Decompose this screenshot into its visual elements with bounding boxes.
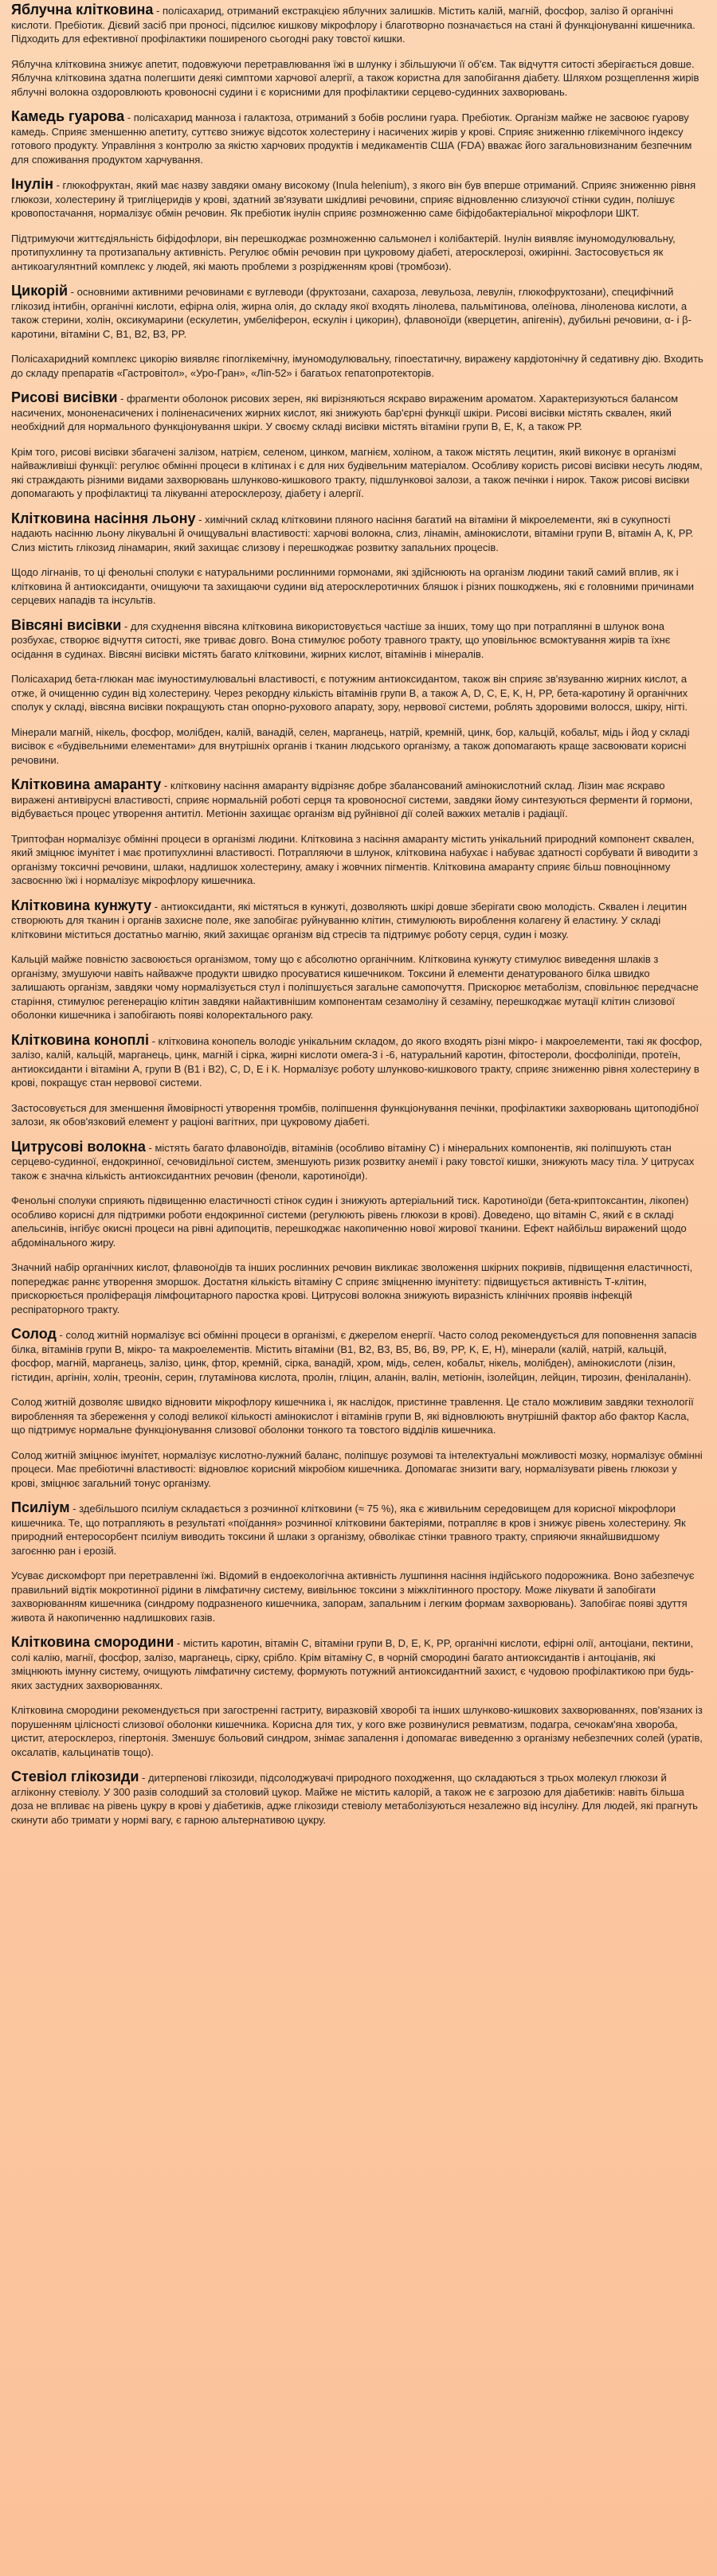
entry-paragraph: Значний набір органічних кислот, флавоноїдів та інших рослинних речовин викликає зволоження шкірних покривів, підвищення еластичності, попереджає раннє утворення зморшок. Достатня кількість вітаміну С сприяє зміцненню імунітету: підвищується активність Т-клітин, прискорюється проліферація лімфоцитарного паростка крові. Цитрусові волокна знижують виразність клінічних проявів інфекцій респіраторного тракту. [11, 1261, 693, 1315]
entry-intro-paragraph [11, 1501, 706, 1558]
entry-intro-paragraph [11, 616, 706, 662]
fiber-entry [11, 512, 706, 608]
fiber-entry [11, 616, 706, 768]
entry-title: Яблучна клітковина [11, 2, 154, 18]
fiber-entry [11, 110, 706, 166]
entry-intro-paragraph [11, 778, 706, 821]
entry-paragraph: Застосовується для зменшення ймовірності утворення тромбів, поліпшення функціонування печінки, профілактики захворювань щитоподібної залози, як обов'язковий елемент у раціоні вагітних, при цукровому діабеті. [11, 1101, 699, 1128]
entry-intro-text: - полісахарид, отриманий екстракцією яблучних залишків. Містить калій, магній, фосфор, залізо й органічні кислоти. Пребіотик. Дієвий засіб при проносі, підсилює кишкову мікрофлору і благотворно позначається на стані й функціонуванні кишечника. Підходить для ефективної профілактики поширеного сьогодні раку товстої кишки. [11, 5, 695, 45]
entry-intro-paragraph [11, 1636, 706, 1692]
entry-intro-text: - містять багато флавоноїдів, вітамінів (особливо вітаміну С) і мінеральних компонентів, які поліпшують стан серцево-судинної, ендокринної, сечовидільної систем, зменшують ризик розвитку анемії і раку товстої кишки, знижують масу тіла. У цитрусах також є значна кількість антиоксидантних речовин (феноли, каротиноїди). [11, 1141, 695, 1182]
entry-title: Солод [11, 1326, 57, 1342]
fiber-entry [11, 1636, 706, 1759]
entry-intro-text: - полісахарид манноза і галактоза, отриманий з бобів рослини гуара. Пребіотик. Організм майже не засвоює гуарову камедь. Сприяє зменшенню апетиту, суттєво знижує відсоток холестерину і насичених жирів у крові. Сприяє зниженню глікемічного індексу готового продукту. Управління з контролю за якістю харчових продуктів і медикаментів США (FDA) вважає його загальновизнаним безпечним для споживання продуктом харчування. [11, 111, 692, 166]
entry-intro-paragraph [11, 1327, 706, 1384]
fiber-entry [11, 3, 706, 99]
entry-intro-paragraph [11, 512, 706, 555]
entry-intro-paragraph [11, 110, 706, 166]
entry-paragraph: Мінерали магній, нікель, фосфор, молібден, калій, ванадій, селен, марганець, натрій, кремній, цинк, бор, кальцій, кобальт, мідь і йод у складі висівок є «будівельними елементами» для внутрішніх органів і тканин людського організму, а також допомагають краще засвоювати корисні речовини. [11, 725, 690, 766]
entry-title: Клітковина смородини [11, 1634, 174, 1650]
entry-intro-paragraph [11, 899, 706, 942]
entry-title: Вівсяні висівки [11, 616, 122, 633]
entry-intro-text: - глюкофруктан, який має назву завдяки оману високому (Inula helenium), з якого він був вперше отриманий. Сприяє зниженню рівня глюкози, холестерину й тригліцеридів у крові, здатний зв'язувати шкідливі речовини, сприяє відновленню слизуючої стінки судин, полішує кровопостачання, нормалізує обмін речовин. Як пребіотик інулін сприяє розмноженню саме біфідобактеріальної мікрофлори ШКТ. [11, 179, 696, 219]
fiber-entry [11, 1140, 706, 1317]
entry-intro-text: - фрагменти оболонок рисових зерен, які вирізняються яскраво вираженим ароматом. Характеризуються балансом насичених, мононенасичених і поліненасичених жирних кислот, які знижують бар'єрні функції шкіри. Рисові висівки містять сквален, який необхідний для нормального функціонування шкіри. У своєму складі висівки містять вітаміни групи В, Е, К, а також РР. [11, 393, 679, 432]
fiber-entry [11, 1501, 706, 1624]
entry-title: Рисові висівки [11, 389, 118, 405]
entry-intro-text: - здебільшого псиліум складається з розчинної клітковини (≈ 75 %), яка є живильним середовищем для корисної мікрофлори кишечника. Те, що потрапляють в результаті «поїдання» розчинної клітковини бактеріями, потрапляє в кров і знижує рівень холестерину. Як природний ентеросорбент псиліум виводить токсини й шлаки з організму, обволікає стінки травного тракту, сприяючи якнайшвидшому загоєнню ран і ерозій. [11, 1503, 686, 1557]
entry-title: Клітковина амаранту [11, 776, 162, 792]
entry-intro-text: - дитерпенові глікозиди, підсолоджувачі природного походження, що складаються з трьох молекул глюкози й агліконну стевіолу. У 300 разів солодший за столовий цукор. Майже не містить калорій, а також не є загрозою для діабетиків: навіть більша доза не впливає на рівень цукру в крові у діабетиків, адже глікозиди стевіолу метаболізуються незалежно від інсуліну. Для людей, які прагнуть скинути або тримати у нормі вагу, є гарною альтернативою цукру. [11, 1772, 698, 1826]
entry-paragraph: Кальцій майже повністю засвоюється організмом, тому що є абсолютно органічним. Клітковина кунжуту стимулює виведення шлаків з організму, змушуючи навіть найважче продукти швидко просуватися кишечником. Токсини й елементи денатурованого білка швидко залишають організм, завдяки чому нормалізується стул і поліпшується загальне самопочуття. Прискорює метаболізм, сповільнює передчасне старіння, стимулює регенерацію клітин завдяки найактивнішим компонентам сезамоліну й сезаміну, перешкоджає мутації клітин слизової оболонки кишечника і запобігають появі колоректального раку. [11, 953, 699, 1021]
entry-intro-text: - клітковину насіння амаранту відрізняє добре збалансований амінокислотний склад. Лізин має яскраво виражені антивірусні властивості, сприяє нормальній роботі серця та кровоносної системи, завдяки йому синтезуються ферменти й гормони, відбувається процес утворення антитіл. Метіонін захищає організм від руйнівної дії солей важких металів і радіації. [11, 780, 693, 819]
entry-intro-paragraph [11, 1031, 706, 1090]
entry-intro-paragraph [11, 391, 706, 434]
entry-paragraph: Полісахаридний комплекс цикорію виявляє гіпоглікемічну, імуномодулювальну, гіпоестатичну, виражену кардіотонічну й седативну дію. Входить до складу препаратів «Гастровітол», «Уро-Гран», «Ліп-52» і багатьох гепатопротекторів. [11, 353, 703, 379]
entry-intro-text: - містить каротин, вітамін С, вітаміни групи В, D, E, K, PP, органічні кислоти, ефірні олії, антоціани, пектини, солі калію, магнії, фосфор, залізо, марганець, сірку, срібло. Крім вітаміну С, в чорній смородині багато антиоксидантів і антоціанів, які зміцнюють імунну систему, очищують лімфатичну систему, формують потужний антиоксидантний захист, є чудовою профілактикою при будь-яких застудних захворюваннях. [11, 1637, 694, 1691]
fiber-entry [11, 178, 706, 273]
entry-paragraph: Фенольні сполуки сприяють підвищенню еластичності стінок судин і знижують артеріальний тиск. Каротиноїди (бета-криптоксантин, лікопен) особливо корисні для підтримки роботи ендокринної системи (регулюють рівень глюкози в крові). Доведено, що вітамін С, який є в складі апельсинів, інгібує окисні процеси на рівні адипоцитів, перешкоджає накопиченню нової жирової тканини. Ефект найбільш виражений щодо абдомінального жиру. [11, 1194, 689, 1249]
entry-intro-text: - антиоксиданти, які містяться в кунжуті, дозволяють шкірі довше зберігати свою молодість. Сквален і лецитин створюють для тканин і органів захисне поле, яке запобігає руйнуванню клітин, стимулюють вироблення колагену й еластину. У складі клітковини міститься достатньо магнію, який захищає організм від стресів та підтримує роботу серця, судин і мозку. [11, 900, 688, 940]
entry-title: Цикорій [11, 283, 69, 299]
fiber-entry [11, 1770, 706, 1827]
entry-title: Клітковина коноплі [11, 1031, 149, 1048]
entry-paragraph: Яблучна клітковина знижує апетит, подовжуючи перетравлювання їжі в шлунку і збільшуючи її об'єм. Так відчуття ситості зберігається довше. Яблучна клітковина здатна полегшити деякі симптоми харчової алергії, а також користна для запобігання діабету. Шляхом розщеплення жирів яблучні волокна оздоровлюють кровоносні судини і є корисними для профілактики серцево-судинних захворювань. [11, 57, 699, 98]
entry-intro-paragraph [11, 1140, 706, 1183]
fiber-entry [11, 284, 706, 380]
entry-intro-paragraph [11, 178, 706, 221]
entry-title: Клітковина кунжуту [11, 897, 152, 913]
entry-paragraph: Крім того, рисові висівки збагачені залізом, натрієм, селеном, цинком, магнієм, холіном, а також містять лецитин, який виконує в організмі найважливіші функції: регулює обмінні процеси в клітинах і є для них будівельним матеріалом. Особливу користь рисові висівки несуть людям, які страждають різними видами захворювань шлунково-кишкового тракту, підшлунковоі залози, а також печінки і нирок. Також рисові висівки допомагають у профілактиці та лікуванні атеросклерозу, діабету і алергії. [11, 445, 703, 499]
entry-intro-text: - основними активними речовинами є вуглеводи (фруктозани, сахароза, левульоза, левулін, глюкофруктозани), специфічний глікозид інтибін, органічні кислоти, ефірна олія, жирна олія, до складу якої входять лінолева, пальмітинова, олеїнова, ліноленова кислоти, а також стерини, холін, оксикумарини (ескулетин, умбеліферон, ескулін і цикорин), флавоноїди (кверцетин, апігенін), дубильні речовини, α- і β-каротини, вітаміни С, В1, В2, В3, PP. [11, 286, 692, 340]
fiber-entry [11, 391, 706, 501]
entry-title: Стевіол глікозиди [11, 1769, 139, 1784]
fiber-entry [11, 1031, 706, 1129]
entry-paragraph: Усуває дискомфорт при перетравленні їжі. Відомий в ендоекологічна активність лушпиння насіння індійського подорожника. Воно забезпечує правильний відтік мокротинної рідини в лімфатичну систему, вивільнює токсини з міжклітинного простору. Може лікувати й запобігати захворюванням кишечника (синдрому подразненого кишечника, запорам, запальним і легким формам захворювань). Запобігає появі здуття живота й накопиченню надлишкових газів. [11, 1569, 695, 1624]
fiber-entry [11, 778, 706, 888]
entry-paragraph: Полісахарид бета-глюкан має імуностимулювальні властивості, є потужним антиоксидантом, також він сприяє зв'язуванню жирних кислот, а отже, й очищенню судин від холестерину. Через рекордну кількість вітамінів групи В, а також А, D, C, E, K, H, PP, бета-каротину й органічних сполук у складі, вівсяна висівки покращують стан опорно-рухового апарату, зору, нервової системи, роблять здоровими волосся, шкіру, нігті. [11, 673, 688, 713]
entry-intro-paragraph [11, 3, 706, 46]
entry-paragraph: Клітковина смородини рекомендується при загостренні гастриту, виразковій хворобі та інших шлунково-кишкових захворюваннях, пов'язаних із порушенням цілісності слизової оболонки кишечника. Корисна для тих, у кого вже розвинулися ревматизм, подагра, сечокам'яна хвороба, цистит, атеросклероз, гіпертонія. Зменшує больовий синдром, знімає запалення і допомагає виведенню з організму небезпечних солей (уратів, оксалатів, кальцинатів тощо). [11, 1704, 703, 1758]
entry-paragraph: Солод житній зміцнює імунітет, нормалізує кислотно-лужний баланс, поліпшує розумові та інтелектуальні можливості мозку, нормалізує обмінні процеси. Має пребіотичні властивості: відновлює корисний мікробіом кишечника. Допомагає знизити вагу, нормалізувати рівень глюкози у крові, зміцнює загальний тонус організму. [11, 1448, 703, 1489]
entry-intro-paragraph [11, 1770, 706, 1827]
entry-paragraph: Триптофан нормалізує обмінні процеси в організмі людини. Клітковина з насіння амаранту містить унікальний природний компонент сквален, який зміцнює імунітет і має протипухлинні властивості. Потрапляючи в шлунок, клітковина набухає і набуває здатності сорбувати й виводити з організму токсичні речовини, шлаки, надлишок холестерину, амаку і жовчних пігментів. Клітковина амаранту сприяє більш повноцінному засвоєнню їжі і нормалізує мікрофлору кишечника. [11, 832, 699, 886]
entry-intro-text: - клітковина конопель володіє унікальним складом, до якого входять різні мікро- і макроелементи, такі як фосфор, залізо, калій, кальцій, марганець, цинк, магній і сірка, жирні кислоти омега-3 і -6, натуральний каротин, фітостероли, фосфоліпіди, протеїн, антиоксиданти і вітаміни А, групи В (В1 і В2), С, D, Е і К. Нормалізує роботу шлунково-кишкового тракту, сприяє зниженню рівня холестерину в крові, покращує стан нервової системи. [11, 1034, 703, 1089]
entry-paragraph: Щодо лігнанів, то ці фенольні сполуки є натуральними рослинними гормонами, які здійснюють на організм людини такий самий вплив, як і клітковина й антиоксиданти, очищуючи та захищаючи судини від атеросклеротичних бляшок і різних пошкоджень, які є головними причинами серцевих нападів та інсультів. [11, 566, 695, 606]
entry-intro-text: - химічний склад клітковини пляного насіння багатий на вітаміни й мікроелементи, які в сукупності надають насінню льону лікувальні й очищувальні властивості: харчові волокна, слиз, лінамін, амінокислоти, вітаміни групи В, вітамін А, К, РР. Слиз містить глікозид лінамарин, який захищає слизову і перешкоджає розвитку запальних процесів. [11, 513, 694, 553]
entry-title: Інулін [11, 176, 53, 192]
entry-paragraph: Підтримуючи життєдіяльність біфідофлори, він перешкоджає розмноженню сальмонел і колібактерій. Інулін виявляє імуномодулювальну, протипухлинну та протизапальну активність. Регулює обмін речовин при цукровому діабеті, атеросклерозі, ожирінні. Застосовується як антикоагулянтний комплекс у людей, які мають проблеми з розрідженням крові (тромбози). [11, 232, 676, 272]
entry-intro-paragraph [11, 284, 706, 341]
fiber-entry [11, 1327, 706, 1490]
entry-title: Псиліум [11, 1499, 70, 1515]
entry-title: Камедь гуарова [11, 108, 125, 124]
fiber-entry [11, 899, 706, 1022]
entry-intro-text: - для схуднення вівсяна клітковина використовується частіше за інших, тому що при потраплянні в шлунок вона розбухає, створює відчуття ситості, яке триває довго. Вона стимулює роботу травного тракту, що уповільнює всмоктування жирів та їхнє осідання в судинах. Вівсяні висівки містять багато клітковини, жирних кислот, вітамінів і мінералів. [11, 620, 671, 660]
entry-title: Клітковина насіння льону [11, 510, 196, 526]
entry-intro-text: - солод житній нормалізує всі обмінні процеси в організмі, є джерелом енергії. Часто солод рекомендується для поповнення запасів білка, вітамінів групи В, мікро- та макроелементів. Містить вітаміни (В1, В2, В3, В5, В6, В9, PP, K, E, H), мінерали (калій, натрій, кальцій, фосфор, магній, марганець, залізо, цинк, фтор, кремній, сірка, ванадій, хром, мідь, селен, кобальт, нікель, молібден), амінокислоти (лізин, гістидин, аргінін, холін, треонін, серин, глутамінова кислота, пролін, гліцин, аланін, валін, метіонін, ізолейцин, лейцин, тирозин, фенілаланін). [11, 1329, 697, 1383]
entry-title: Цитрусові волокна [11, 1138, 146, 1155]
entry-paragraph: Солод житній дозволяє швидко відновити мікрофлору кишечника і, як наслідок, пристинне травлення. Це стало можливим завдяки технології виробленняя та збереження у солоді великої кількості амінокислот і вітамінів групи В, які відновлюють внутрішній фактор або фактор Касла, що підтримує нормальне функціонування слизової оболонки тонкого та товстого відділів кишечника. [11, 1396, 694, 1436]
